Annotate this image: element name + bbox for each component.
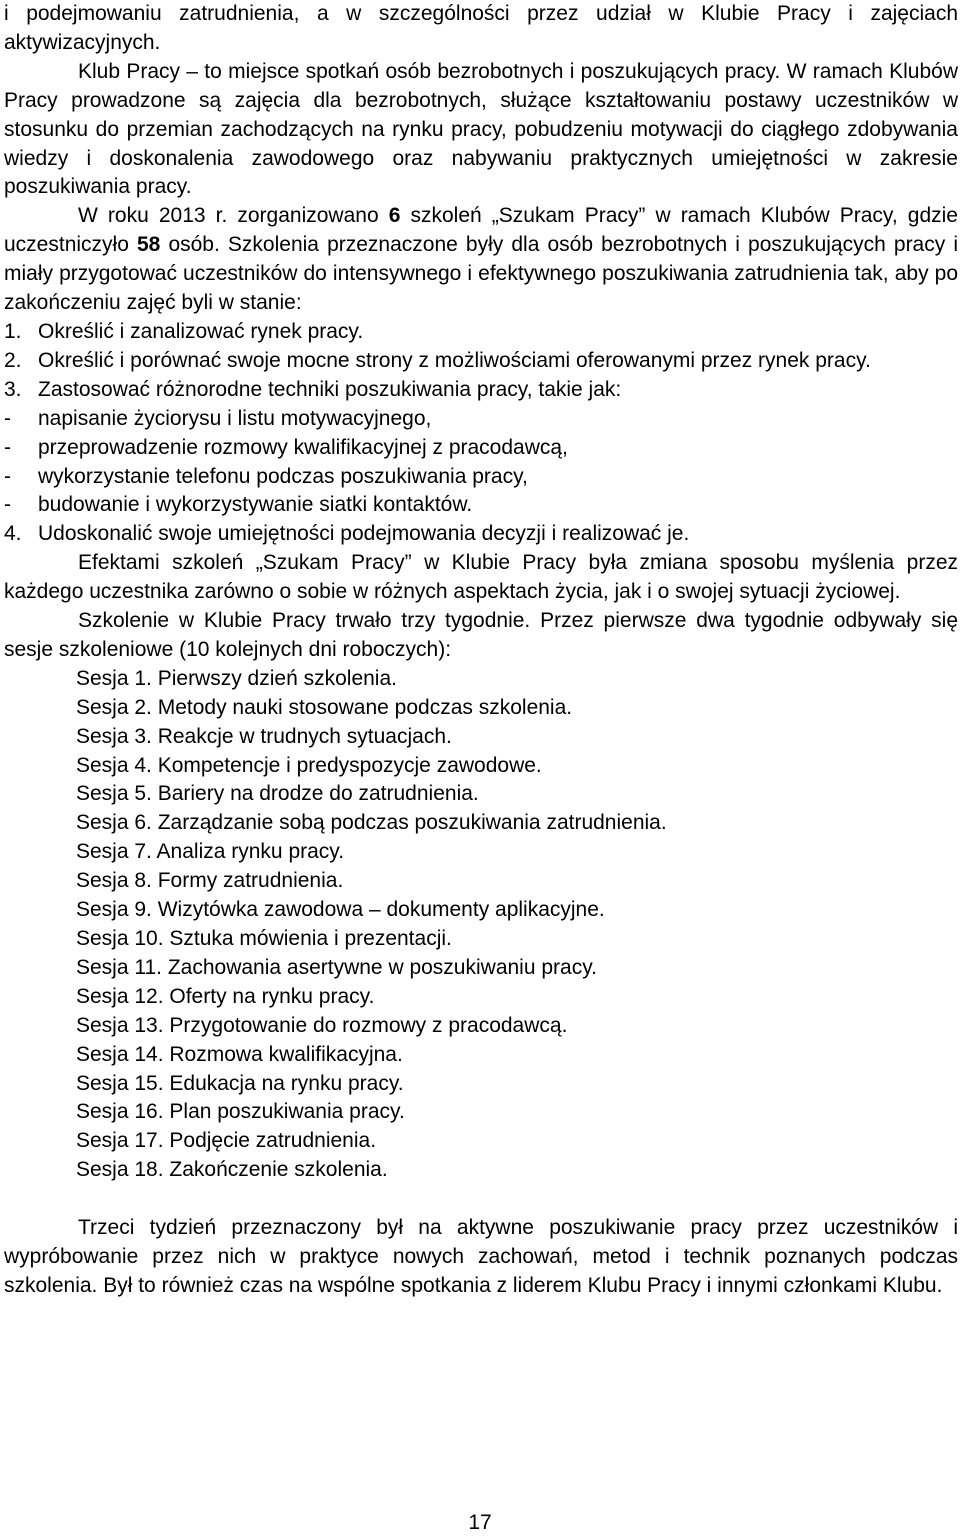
list-dash: - [4, 464, 11, 488]
paragraph-gap [4, 1185, 958, 1214]
session-item: Sesja 7. Analiza rynku pracy. [76, 840, 345, 864]
list-number: 2. [4, 348, 22, 372]
participants-count: 58 [136, 233, 161, 257]
session-item: Sesja 17. Podjęcie zatrudnienia. [76, 1129, 377, 1153]
list-item [4, 463, 958, 492]
session-item: Sesja 8. Formy zatrudnienia. [76, 869, 344, 893]
third-week-paragraph: Trzeci tydzień przeznaczony był na aktywne poszukiwanie pracy przez uczestników i wypróbowanie przez nich w praktyce nowych zachowań, metod i technik poznanych podczas szkolenia. Był to również czas na wspólne spotkania z liderem Klubu Pracy i innymi członkami Klubu. [4, 1216, 958, 1297]
trainings-text-a: W roku 2013 r. zorganizowano [78, 204, 389, 228]
intro-paragraph: i podejmowaniu zatrudnienia, a w szczególności przez udział w Klubie Pracy i zajęciach aktywizacyjnych. [4, 2, 958, 54]
session-item: Sesja 10. Sztuka mówienia i prezentacji. [76, 927, 452, 950]
document-body [4, 0, 958, 1301]
session-item: Sesja 4. Kompetencje i predyspozycje zawodowe. [76, 753, 542, 777]
session-item: Sesja 5. Bariery na drodze do zatrudnienia. [76, 782, 479, 806]
list-dash: - [4, 435, 11, 459]
list-text: Określić i zanalizować rynek pracy. [38, 319, 364, 343]
list-dash: - [4, 406, 11, 430]
session-item: Sesja 2. Metody nauki stosowane podczas szkolenia. [76, 695, 573, 719]
list-item [4, 405, 958, 434]
trainings-text-c: osób. Szkolenia przeznaczone były dla osób bezrobotnych i poszukujących pracy i miały przygotować uczestników do intensywnego i efektywnego poszukiwania zatrudnienia tak, aby po zakończeniu zajęć byli w stanie: [4, 233, 959, 315]
club-paragraph: Klub Pracy – to miejsce spotkań osób bezrobotnych i poszukujących pracy. W ramach Klubów Pracy prowadzone są zajęcia dla bezrobotnych, służące kształtowaniu postawy uczestników w stosunku do przemian zachodzących na rynku pracy, pobudzeniu motywacji do ciągłego zdobywania wiedzy i doskonalenia zawodowego oraz nabywaniu praktycznych umiejętności w zakresie poszukiwania pracy. [4, 59, 958, 199]
list-text: Udoskonalić swoje umiejętności podejmowania decyzji i realizować je. [38, 522, 690, 546]
list-text: Określić i porównać swoje mocne strony z możliwościami oferowanymi przez rynek pracy. [38, 348, 871, 372]
list-item [4, 347, 958, 376]
session-item: Sesja 11. Zachowania asertywne w poszukiwaniu pracy. [76, 955, 597, 979]
trainings-text-b: szkoleń „Szukam Pracy” w ramach Klubów Pracy, gdzie uczestniczyło [4, 204, 958, 257]
session-item: Sesja 12. Oferty na rynku pracy. [76, 984, 375, 1008]
list-dash: - [4, 493, 11, 517]
goals-list [4, 318, 958, 405]
list-item [4, 491, 958, 520]
page-number: 17 [468, 1511, 492, 1534]
list-number: 1. [4, 319, 22, 343]
sessions-list [4, 665, 958, 1185]
list-item [4, 318, 958, 347]
list-text: napisanie życiorysu i listu motywacyjnego, [38, 406, 432, 430]
session-item: Sesja 3. Reakcje w trudnych sytuacjach. [76, 724, 452, 748]
trainings-paragraph [4, 202, 958, 318]
list-item [4, 520, 958, 549]
list-number: 3. [4, 377, 22, 401]
list-text: przeprowadzenie rozmowy kwalifikacyjnej z pracodawcą, [38, 435, 568, 459]
session-item: Sesja 1. Pierwszy dzień szkolenia. [76, 666, 397, 690]
effects-paragraph: Efektami szkoleń „Szukam Pracy” w Klubie Pracy była zmiana sposobu myślenia przez każdego uczestnika zarówno o sobie w różnych aspektach życia, jak i o swojej sytuacji życiowej. [4, 551, 958, 604]
list-item [4, 434, 958, 463]
session-item: Sesja 9. Wizytówka zawodowa – dokumenty aplikacyjne. [76, 898, 605, 922]
list-text: wykorzystanie telefonu podczas poszukiwania pracy, [38, 464, 528, 488]
session-item: Sesja 18. Zakończenie szkolenia. [76, 1158, 388, 1182]
session-item: Sesja 6. Zarządzanie sobą podczas poszukiwania zatrudnienia. [76, 811, 667, 835]
list-text: Zastosować różnorodne techniki poszukiwania pracy, takie jak: [38, 377, 622, 401]
session-item: Sesja 13. Przygotowanie do rozmowy z pracodawcą. [76, 1013, 568, 1037]
session-item: Sesja 14. Rozmowa kwalifikacyjna. [76, 1042, 403, 1066]
session-item: Sesja 16. Plan poszukiwania pracy. [76, 1100, 405, 1124]
list-item [4, 376, 958, 405]
techniques-list [4, 405, 958, 521]
trainings-count: 6 [388, 204, 401, 228]
list-number: 4. [4, 522, 22, 546]
duration-paragraph: Szkolenie w Klubie Pracy trwało trzy tygodnie. Przez pierwsze dwa tygodnie odbywały się sesje szkoleniowe (10 kolejnych dni roboczych): [4, 609, 958, 661]
session-item: Sesja 15. Edukacja na rynku pracy. [76, 1071, 404, 1095]
list-text: budowanie i wykorzystywanie siatki kontaktów. [38, 493, 473, 517]
